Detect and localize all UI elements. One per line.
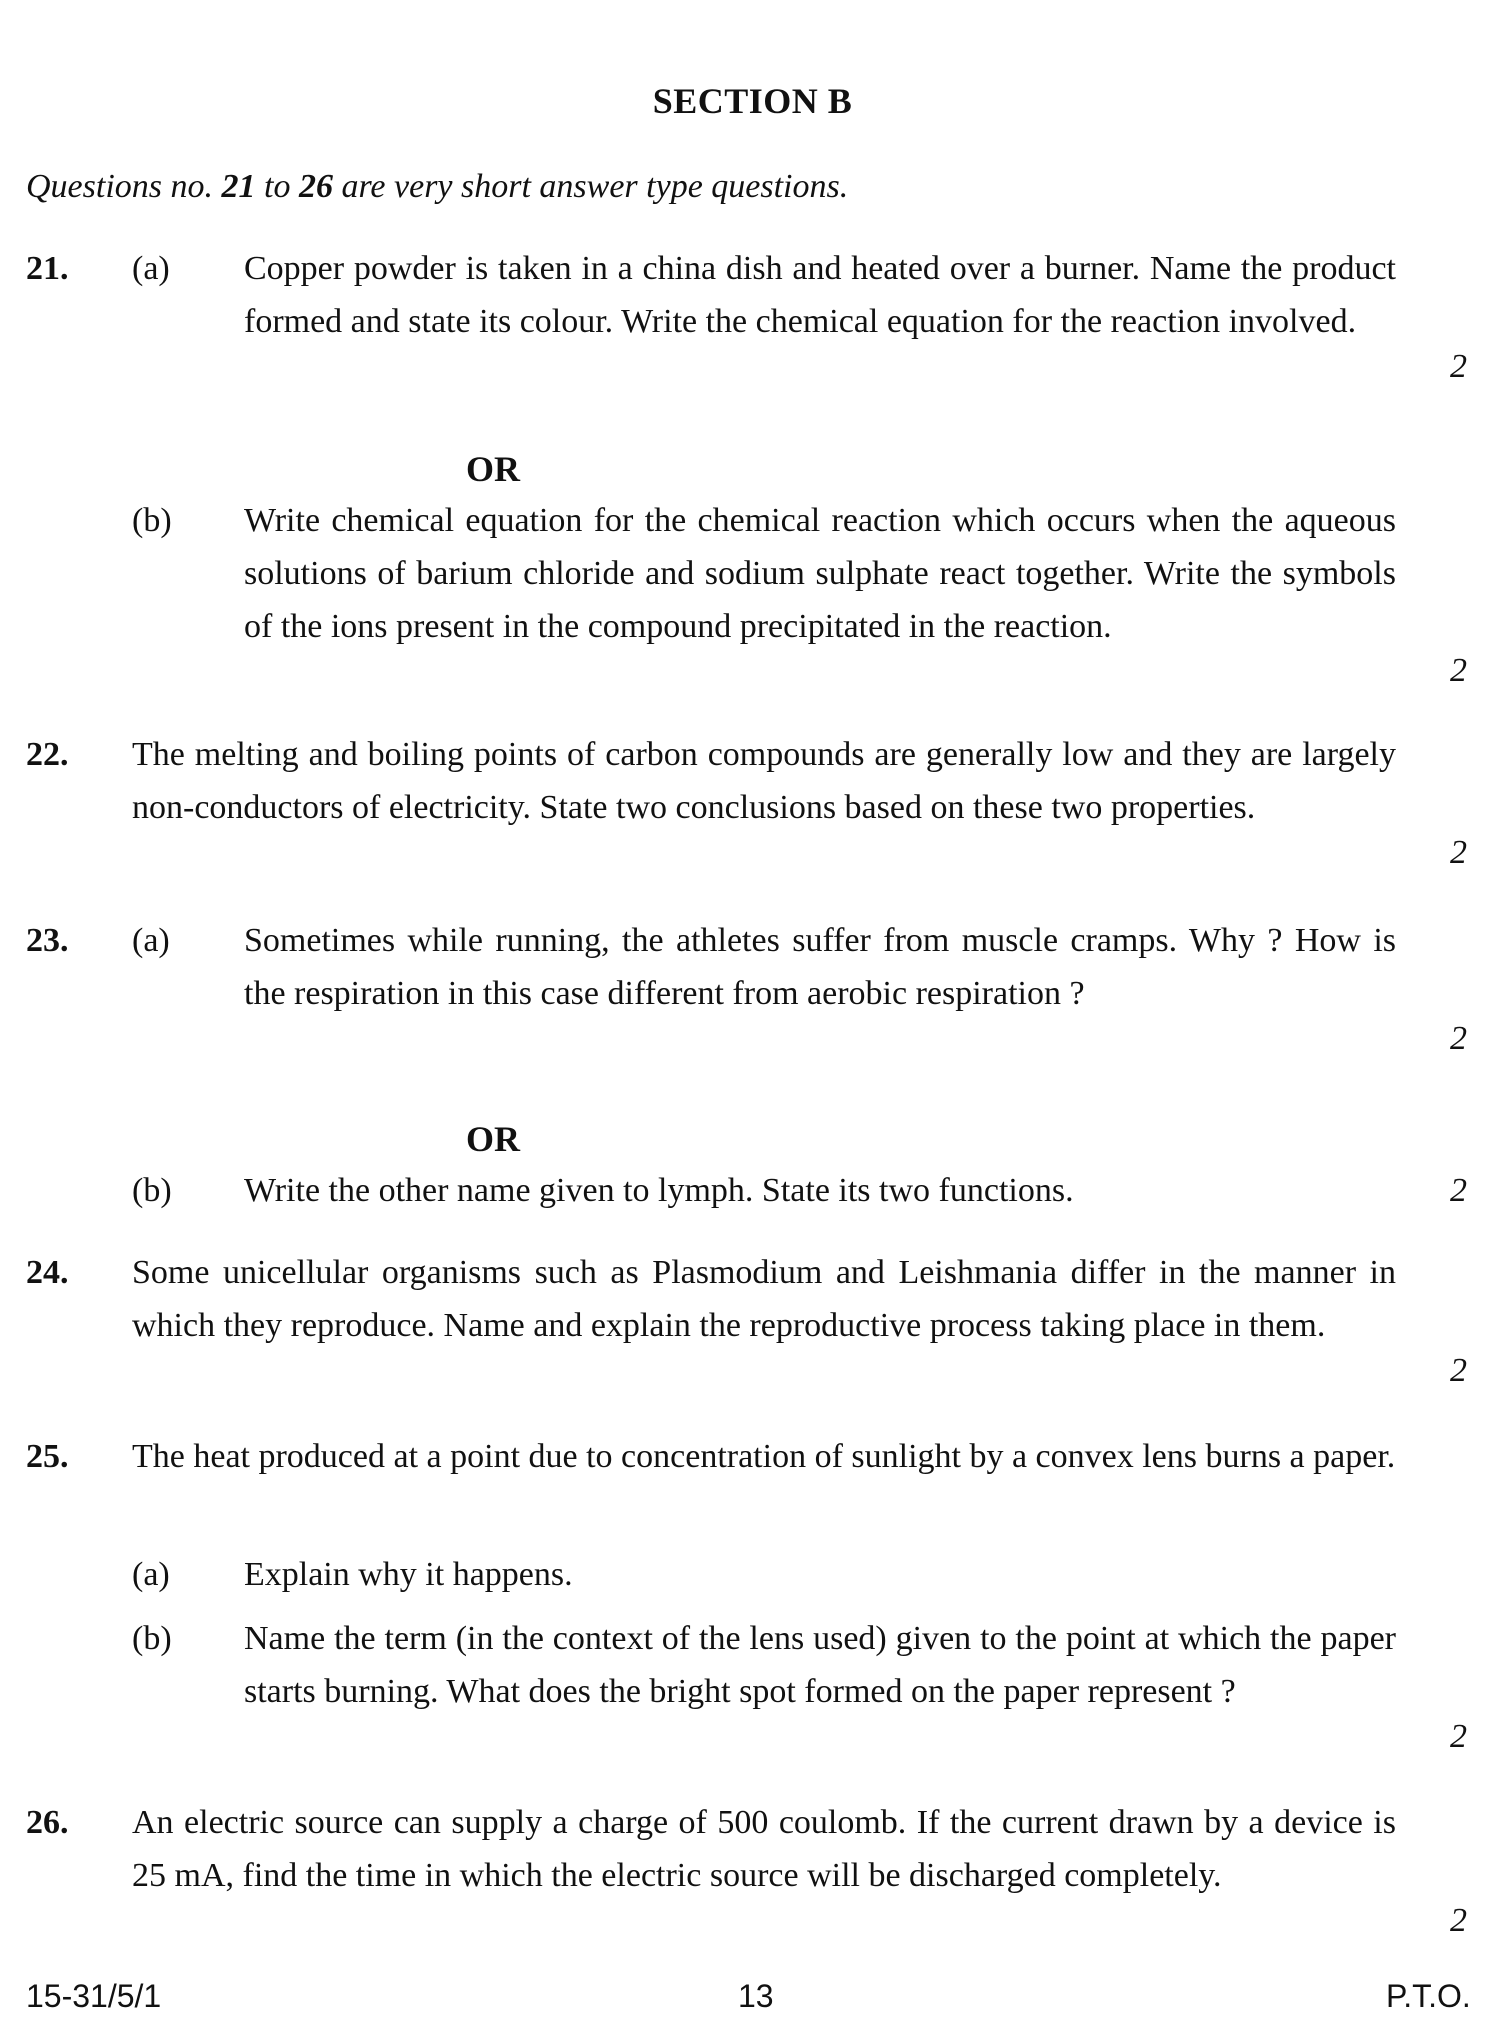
marks-a: 2 bbox=[1450, 348, 1467, 385]
question-number: 22. bbox=[26, 736, 69, 773]
question-number: 26. bbox=[26, 1804, 69, 1841]
question-number: 23. bbox=[26, 922, 69, 959]
section-instructions bbox=[26, 168, 848, 206]
question-text-b: Write the other name given to lymph. State its two functions. bbox=[244, 1172, 1074, 1209]
marks-a: 2 bbox=[1450, 1020, 1467, 1057]
question-text: The melting and boiling points of carbon compounds are generally low and they are largely non-conductors of electricity. State two conclusions based on these two properties. bbox=[132, 736, 1396, 826]
question-text-a: Explain why it happens. bbox=[244, 1556, 573, 1593]
marks: 2 bbox=[1450, 834, 1467, 871]
question-text-a: Copper powder is taken in a china dish and heated over a burner. Name the product formed and state its colour. Write the chemical equation for the reaction involved. bbox=[244, 250, 1396, 340]
part-label-b: (b) bbox=[132, 1172, 172, 1209]
question-text-b: Name the term (in the context of the lens used) given to the point at which the paper starts burning. What does the bright spot formed on the paper represent ? bbox=[244, 1620, 1396, 1710]
marks-b: 2 bbox=[1450, 1172, 1467, 1209]
or-divider: OR bbox=[466, 1119, 520, 1159]
question-text-a: Sometimes while running, the athletes suffer from muscle cramps. Why ? How is the respiration in this case different from aerobic respiration ? bbox=[244, 922, 1396, 1012]
question-text: An electric source can supply a charge of 500 coulomb. If the current drawn by a device is 25 mA, find the time in which the electric source will be discharged completely. bbox=[132, 1804, 1396, 1894]
question-number: 24. bbox=[26, 1254, 69, 1291]
part-label-a: (a) bbox=[132, 1556, 170, 1593]
question-number: 21. bbox=[26, 250, 69, 287]
part-label-a: (a) bbox=[132, 250, 170, 287]
part-label-b: (b) bbox=[132, 502, 172, 539]
marks: 2 bbox=[1450, 1718, 1467, 1755]
question-text: Some unicellular organisms such as Plasmodium and Leishmania differ in the manner in which they reproduce. Name and explain the reproductive process taking place in them. bbox=[132, 1254, 1396, 1344]
instructions-prefix: Questions no. bbox=[26, 168, 222, 205]
instructions-to: 26 bbox=[298, 168, 333, 205]
paper-code: 15-31/5/1 bbox=[26, 1978, 162, 2014]
marks: 2 bbox=[1450, 1902, 1467, 1939]
pto-label: P.T.O. bbox=[1386, 1978, 1471, 2014]
question-number: 25. bbox=[26, 1438, 69, 1475]
marks: 2 bbox=[1450, 1352, 1467, 1389]
question-text: The heat produced at a point due to concentration of sunlight by a convex lens burns a paper. bbox=[132, 1438, 1396, 1475]
question-text-b: Write chemical equation for the chemical reaction which occurs when the aqueous solutions of barium chloride and sodium sulphate react together. Write the symbols of the ions present in the compound precipitated in the reaction. bbox=[244, 502, 1396, 645]
instructions-from: 21 bbox=[221, 168, 256, 205]
instructions-to-word: to bbox=[255, 168, 299, 205]
marks-b: 2 bbox=[1450, 652, 1467, 689]
section-title: SECTION B bbox=[652, 81, 853, 121]
or-divider: OR bbox=[466, 449, 520, 489]
part-label-b: (b) bbox=[132, 1620, 172, 1657]
part-label-a: (a) bbox=[132, 922, 170, 959]
instructions-suffix: are very short answer type questions. bbox=[332, 168, 849, 205]
page-number: 13 bbox=[738, 1978, 774, 2014]
